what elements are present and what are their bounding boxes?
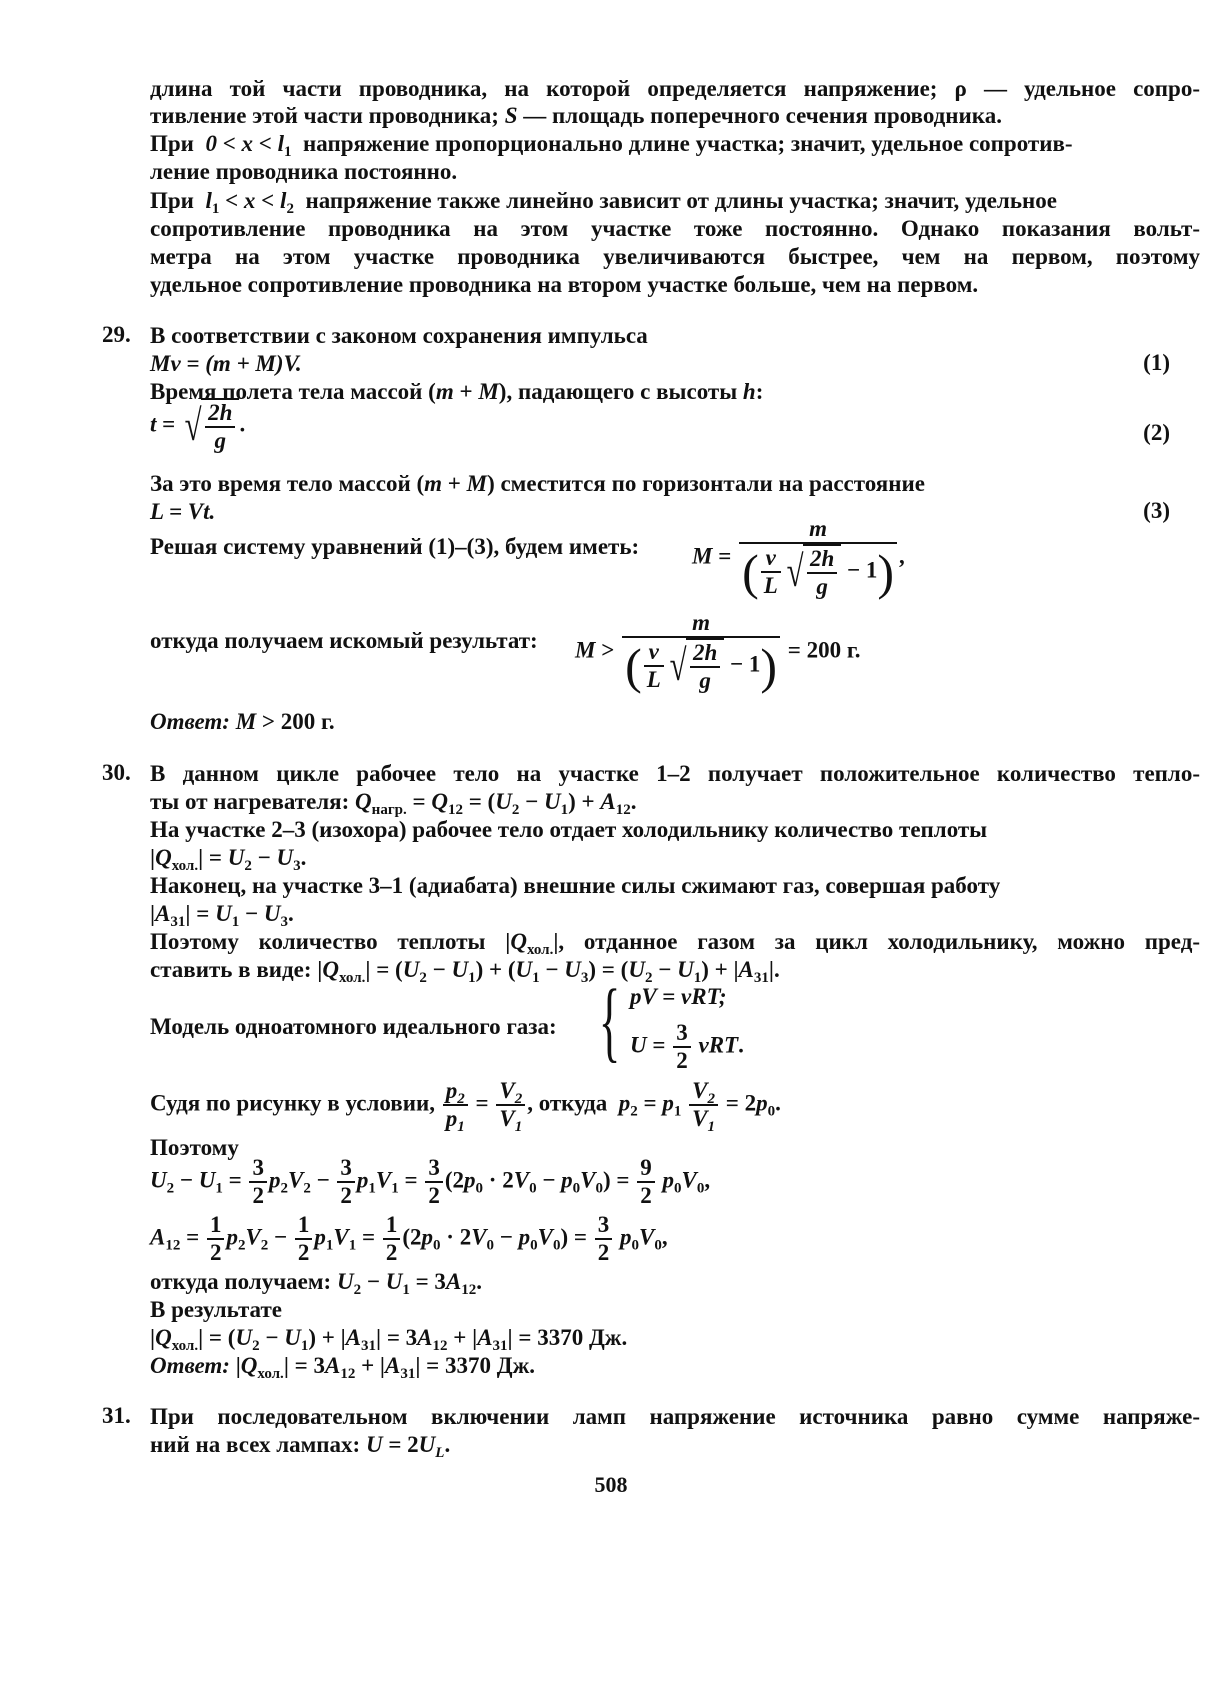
intro-line-2: тивление этой части проводника; S — площадь поперечного сечения проводника. <box>150 103 1002 128</box>
p30-line-3: На участке 2–3 (изохора) рабочее тело отдает холодильнику количество теплоты <box>150 817 988 842</box>
p29-line-2: Время полета тела массой (m + M), падающего с высоты h: <box>150 379 764 404</box>
p29-line-4: Решая систему уравнений (1)–(3), будем иметь: <box>150 534 640 559</box>
p31-line-1: При последовательном включении ламп напряжение источника равно сумме напряже- <box>150 1404 1200 1429</box>
problem-30-number: 30. <box>102 760 131 785</box>
page-number: 508 <box>594 1472 628 1497</box>
p30-line-12: откуда получаем: $U_2 - U_1 = 3A_{12}$. <box>150 1269 483 1298</box>
intro-line-6: сопротивление проводника на этом участке тоже постоянно. Однако показания вольт- <box>150 216 1200 241</box>
p29-eq-number-2: (2) <box>1143 420 1170 445</box>
p30-system-eq-1: pV = νRT; <box>630 984 727 1009</box>
intro-line-5: При $l_1 < x < l_2$ напряжение также линейно зависит от длины участка; значит, удельное <box>150 188 1057 217</box>
p30-line-4: $|Q_{хол.}| = U_2 - U_3$. <box>150 845 307 874</box>
p30-line-5: Наконец, на участке 3–1 (адиабата) внешние силы сжимают газ, совершая работу <box>150 873 1001 898</box>
p29-line-3: За это время тело массой (m + M) сместится по горизонтали на расстояние <box>150 471 925 496</box>
p30-answer: Ответ: $|Q_{хол.}| = 3A_{12} + |A_{31}| = 3370$ Дж. <box>150 1353 536 1382</box>
problem-31-number: 31. <box>102 1403 131 1428</box>
p31-line-2: ний на всех лампах: $U = 2U_L$. <box>150 1432 451 1461</box>
intro-line-8: удельное сопротивление проводника на втором участке больше, чем на первом. <box>150 272 979 297</box>
p29-line-5: откуда получаем искомый результат: <box>150 628 538 653</box>
p29-eq-number-1: (1) <box>1143 350 1170 375</box>
p29-eq-number-3: (3) <box>1143 498 1170 523</box>
p29-formula-time: t = √ $\frac{2h}{g}$ . <box>150 400 246 453</box>
p30-line-7: Поэтому количество теплоты $|Q_{хол.}|$, отданное газом за цикл холодильнику, можно пред- <box>150 929 1200 958</box>
p30-line-9: Модель одноатомного идеального газа: <box>150 1014 557 1039</box>
p30-line-1: В данном цикле рабочее тело на участке 1–2 получает положительное количество тепло- <box>150 761 1200 786</box>
p30-line-2: ты от нагревателя: $Q_{нагр.} = Q_{12} = (U_2 - U_1) + A_{12}$. <box>150 789 637 818</box>
p30-line-13: В результате <box>150 1297 282 1322</box>
p30-formula-a12: $A_{12}$ = $\frac{1}{2}$ $p_2V_2$ − $\frac{1}{2}$ $p_1V_1$ = $\frac{1}{2}$ $(2p_0 \cdot 2V_0 - p_0V_0)$ = $\frac{3}{2}$ $p_0V_0$, <box>150 1212 668 1265</box>
p30-system-brace: { <box>598 972 621 1071</box>
p30-line-14: $|Q_{хол.}| = (U_2 - U_1) + |A_{31}| = 3A_{12} + |A_{31}| = 3370$ Дж. <box>150 1325 628 1354</box>
p29-eq-3: L = Vt. <box>150 499 216 524</box>
p29-line-1: В соответствии с законом сохранения импульса <box>150 323 648 348</box>
problem-29-number: 29. <box>102 322 131 347</box>
intro-line-1: длина той части проводника, на которой определяется напряжение; ρ — удельное сопро- <box>150 76 1200 101</box>
p29-formula-result: M > m ( $\frac{v}{L}$ √ $\frac{2h}{g}$ − 1) = 200 г. <box>575 610 861 694</box>
intro-line-3: При $0 < x < l_1$ напряжение пропорционально длине участка; значит, удельное сопротив- <box>150 131 1073 160</box>
intro-line-7: метра на этом участке проводника увеличиваются быстрее, чем на первом, поэтому <box>150 244 1200 269</box>
p30-line-10: Судя по рисунку в условии, $\frac{p_2}{p_1}$ = $\frac{V_2}{V_1}$ , откуда $p_2 = p_1$ $\frac{V_2}{V_1}$ = $2p_0$. <box>150 1078 781 1135</box>
p30-system-eq-2: U = $\frac{3}{2}$ νRT. <box>630 1020 744 1073</box>
p30-line-11: Поэтому <box>150 1135 239 1160</box>
p30-line-6: $|A_{31}| = U_1 - U_3$. <box>150 901 294 930</box>
intro-line-4: ление проводника постоянно. <box>150 159 458 184</box>
p30-formula-du: $U_2 - U_1$ = $\frac{3}{2}$ $p_2V_2$ − $\frac{3}{2}$ $p_1V_1$ = $\frac{3}{2}$ $(2p_0 \cdot 2V_0 - p_0V_0)$ = $\frac{9}{2}$ $p_0V_0$, <box>150 1155 711 1208</box>
p29-eq-1: Mv = (m + M)V. <box>150 351 302 376</box>
p30-line-8: ставить в виде: $|Q_{хол.}| = (U_2 - U_1) + (U_1 - U_3) = (U_2 - U_1) + |A_{31}|$. <box>150 957 780 986</box>
p29-formula-mass: M = m ( $\frac{v}{L}$ √ $\frac{2h}{g}$ − 1) , <box>692 516 905 600</box>
p29-answer: Ответ: M > 200 г. <box>150 709 335 734</box>
